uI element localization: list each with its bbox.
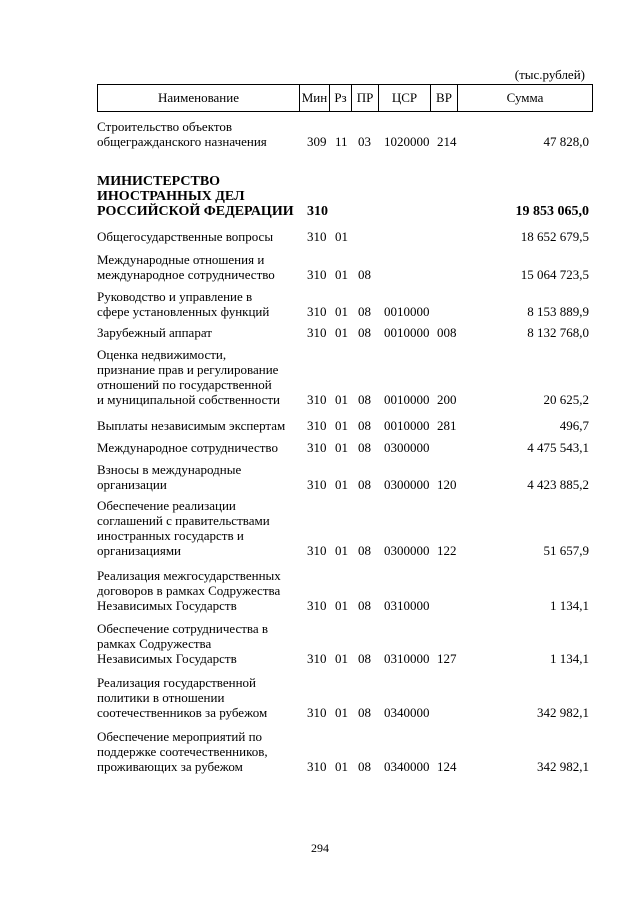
- cell-min: 310: [307, 705, 327, 720]
- cell-pr: 08: [358, 325, 371, 340]
- row-name-line: ИНОСТРАННЫХ ДЕЛ: [97, 189, 245, 204]
- row-name: [97, 462, 305, 492]
- cell-rz: 01: [335, 651, 348, 666]
- cell-rz: 01: [335, 543, 348, 558]
- row-name-line: МИНИСТЕРСТВО: [97, 174, 221, 189]
- row-name-line: общегражданского назначения: [97, 134, 267, 149]
- cell-csr: 0010000: [384, 304, 430, 319]
- row-name-line: международное сотрудничество: [97, 267, 275, 282]
- cell-sum: 8 132 768,0: [527, 325, 589, 340]
- cell-csr: 0010000: [384, 418, 430, 433]
- cell-rz: 01: [335, 477, 348, 492]
- row-name-line: поддержке соотечественников,: [97, 744, 268, 759]
- row-name-line: Руководство и управление в: [97, 289, 253, 304]
- row-name-line: РОССИЙСКОЙ ФЕДЕРАЦИИ: [97, 204, 294, 219]
- row-name-line: Зарубежный аппарат: [97, 325, 212, 340]
- cell-rz: 01: [335, 229, 348, 244]
- cell-rz: 01: [335, 705, 348, 720]
- row-name: [97, 418, 305, 433]
- row-name: [97, 229, 305, 244]
- header-pr: ПР: [352, 85, 379, 111]
- row-name-line: договоров в рамках Содружества: [97, 583, 281, 598]
- cell-min: 310: [307, 325, 327, 340]
- cell-min: 310: [307, 651, 327, 666]
- cell-pr: 08: [358, 304, 371, 319]
- cell-rz: 01: [335, 598, 348, 613]
- cell-csr: 0310000: [384, 598, 430, 613]
- unit-label: (тыс.рублей): [514, 67, 585, 82]
- cell-pr: 08: [358, 267, 371, 282]
- row-name-line: организации: [97, 477, 167, 492]
- row-name-line: Реализация государственной: [97, 675, 257, 690]
- cell-pr: 08: [358, 651, 371, 666]
- header-rz: Рз: [330, 85, 352, 111]
- row-name-line: Обеспечение сотрудничества в: [97, 621, 269, 636]
- cell-pr: 08: [358, 392, 371, 407]
- cell-vr: 008: [437, 325, 457, 340]
- header-csr: ЦСР: [379, 85, 431, 111]
- cell-vr: 127: [437, 651, 457, 666]
- cell-pr: 08: [358, 759, 371, 774]
- row-name-line: политики в отношении: [97, 690, 225, 705]
- row-name-line: Обеспечение мероприятий по: [97, 729, 263, 744]
- row-name-line: соглашений с правительствами: [97, 513, 270, 528]
- cell-min: 310: [307, 267, 327, 282]
- cell-sum: 47 828,0: [543, 134, 589, 149]
- cell-min: 310: [307, 543, 327, 558]
- row-name-line: Оценка недвижимости,: [97, 347, 227, 362]
- cell-rz: 01: [335, 759, 348, 774]
- cell-sum: 18 652 679,5: [520, 229, 589, 244]
- cell-vr: 214: [437, 134, 457, 149]
- cell-vr: 122: [437, 543, 457, 558]
- row-name-line: Обеспечение реализации: [97, 498, 236, 513]
- row-name-line: проживающих за рубежом: [97, 759, 243, 774]
- cell-sum: 1 134,1: [550, 651, 589, 666]
- cell-sum: 342 982,1: [537, 705, 589, 720]
- cell-min: 310: [307, 304, 327, 319]
- row-name-line: признание прав и регулирование: [97, 362, 279, 377]
- cell-pr: 08: [358, 477, 371, 492]
- cell-vr: 281: [437, 418, 457, 433]
- cell-sum: 4 475 543,1: [527, 440, 589, 455]
- cell-vr: 120: [437, 477, 457, 492]
- cell-sum: 20 625,2: [543, 392, 589, 407]
- row-name-line: Строительство объектов: [97, 119, 232, 134]
- row-name-line: рамках Содружества: [97, 636, 212, 651]
- row-name-line: и муниципальной собственности: [97, 392, 280, 407]
- cell-min: 309: [307, 134, 327, 149]
- row-name: [97, 440, 305, 455]
- cell-rz: 01: [335, 267, 348, 282]
- cell-csr: 0300000: [384, 477, 430, 492]
- row-name-line: Международное сотрудничество: [97, 440, 278, 455]
- cell-csr: 0340000: [384, 705, 430, 720]
- cell-pr: 08: [358, 705, 371, 720]
- row-name-line: Независимых Государств: [97, 651, 237, 666]
- row-name-line: иностранных государств и: [97, 528, 244, 543]
- row-name: [97, 252, 305, 282]
- cell-min: 310: [307, 440, 327, 455]
- cell-sum: 4 423 885,2: [527, 477, 589, 492]
- cell-sum: 19 853 065,0: [515, 204, 589, 219]
- cell-pr: 08: [358, 598, 371, 613]
- row-name-line: Взносы в международные: [97, 462, 242, 477]
- header-min: Мин: [300, 85, 330, 111]
- cell-min: 310: [307, 759, 327, 774]
- row-name-line: сфере установленных функций: [97, 304, 270, 319]
- header-sum: Сумма: [506, 90, 544, 105]
- cell-pr: 08: [358, 440, 371, 455]
- cell-rz: 01: [335, 392, 348, 407]
- cell-csr: 0310000: [384, 651, 430, 666]
- row-name: [97, 621, 305, 666]
- cell-csr: 1020000: [384, 134, 430, 149]
- row-name: [97, 498, 305, 558]
- cell-csr: 0340000: [384, 759, 430, 774]
- cell-sum: 51 657,9: [543, 543, 589, 558]
- cell-pr: 08: [358, 418, 371, 433]
- row-name: [97, 289, 305, 319]
- cell-pr: 08: [358, 543, 371, 558]
- cell-rz: 11: [335, 134, 348, 149]
- cell-sum: 15 064 723,5: [520, 267, 589, 282]
- cell-vr: 200: [437, 392, 457, 407]
- row-name: [97, 325, 305, 340]
- cell-csr: 0010000: [384, 325, 430, 340]
- row-name-line: Независимых Государств: [97, 598, 237, 613]
- cell-rz: 01: [335, 440, 348, 455]
- cell-rz: 01: [335, 304, 348, 319]
- cell-min: 310: [307, 229, 327, 244]
- cell-sum: 496,7: [559, 418, 589, 433]
- row-name: [97, 568, 305, 613]
- page-number: 294: [311, 841, 329, 855]
- row-name: [97, 174, 305, 219]
- cell-rz: 01: [335, 418, 348, 433]
- cell-vr: 124: [437, 759, 457, 774]
- cell-csr: 0010000: [384, 392, 430, 407]
- row-name: [97, 675, 305, 720]
- cell-csr: 0300000: [384, 543, 430, 558]
- cell-pr: 03: [358, 134, 371, 149]
- row-name-line: отношений по государственной: [97, 377, 272, 392]
- cell-min: 310: [307, 392, 327, 407]
- cell-min: 310: [307, 204, 328, 219]
- header-vr: ВР: [431, 85, 458, 111]
- row-name-line: соотечественников за рубежом: [97, 705, 268, 720]
- row-name-line: Выплаты независимым экспертам: [97, 418, 286, 433]
- row-name-line: Реализация межгосударственных: [97, 568, 281, 583]
- cell-min: 310: [307, 418, 327, 433]
- row-name-line: Международные отношения и: [97, 252, 265, 267]
- row-name: [97, 119, 305, 149]
- cell-min: 310: [307, 598, 327, 613]
- row-name-line: организациями: [97, 543, 181, 558]
- cell-sum: 342 982,1: [537, 759, 589, 774]
- row-name-line: Общегосударственные вопросы: [97, 229, 274, 244]
- cell-csr: 0300000: [384, 440, 430, 455]
- table-header: [97, 84, 593, 112]
- row-name: [97, 347, 305, 407]
- row-name: [97, 729, 305, 774]
- cell-sum: 1 134,1: [550, 598, 589, 613]
- header-name: Наименование: [98, 85, 300, 111]
- cell-rz: 01: [335, 325, 348, 340]
- cell-sum: 8 153 889,9: [527, 304, 589, 319]
- cell-min: 310: [307, 477, 327, 492]
